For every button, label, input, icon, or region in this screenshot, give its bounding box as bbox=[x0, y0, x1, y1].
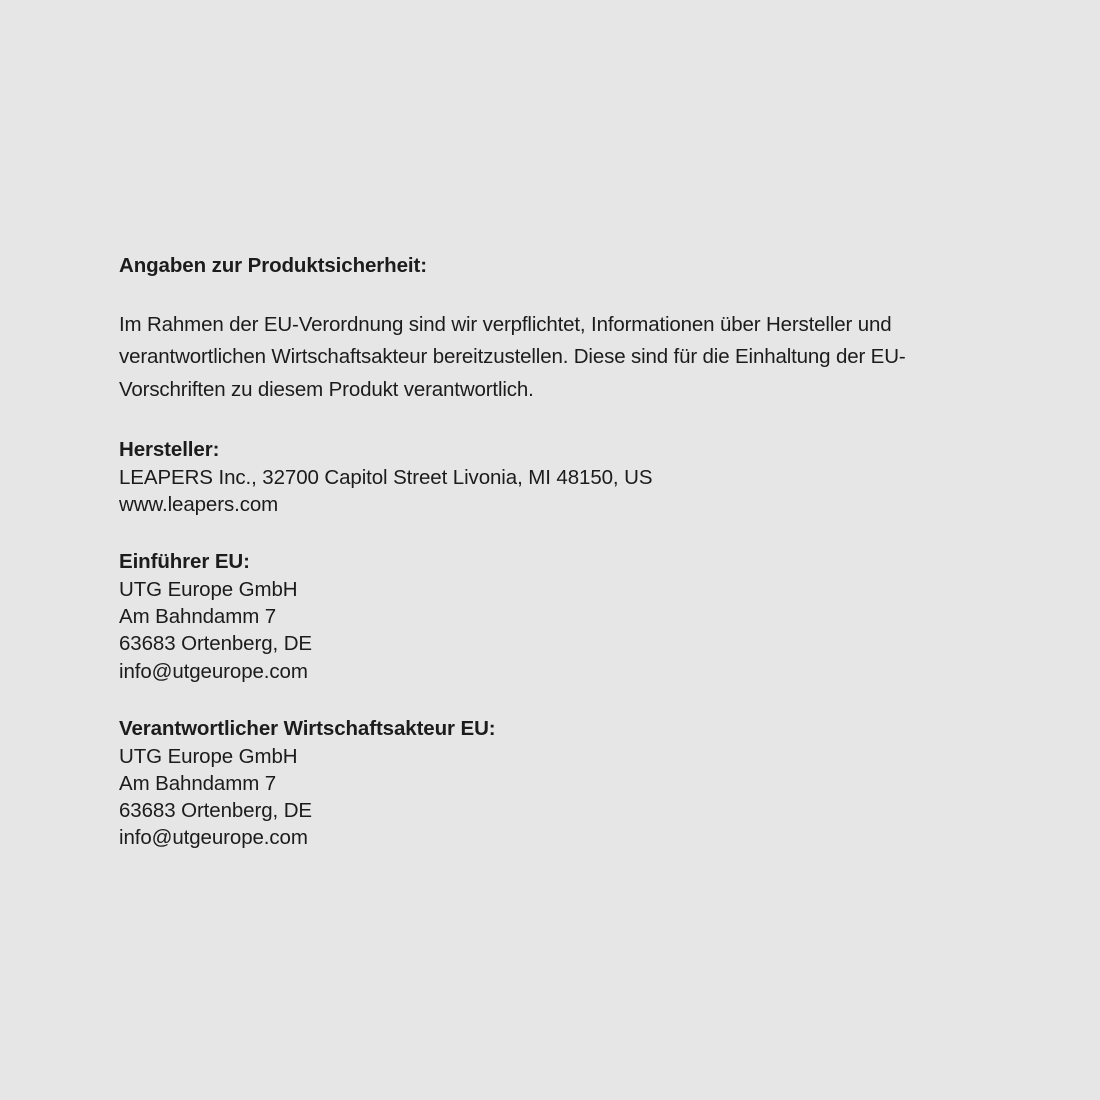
eu-responsible-person-city-line: 63683 Ortenberg, DE bbox=[119, 798, 312, 822]
manufacturer-website-line: www.leapers.com bbox=[119, 493, 279, 517]
intro-paragraph: Im Rahmen der EU-Verordnung sind wir verpflichtet, Informationen über Hersteller und verantwortlichen Wirtschaftsakteur bereitzustellen. Diese sind für die Einhaltung der EU-Vorschriften zu diesem Produkt verantwortlich. bbox=[119, 313, 906, 401]
eu-importer-company-line: UTG Europe GmbH bbox=[119, 578, 298, 602]
eu-importer-city-line: 63683 Ortenberg, DE bbox=[119, 632, 312, 656]
manufacturer-address-line: LEAPERS Inc., 32700 Capitol Street Livonia, MI 48150, US bbox=[119, 466, 653, 490]
eu-responsible-person-company-line: UTG Europe GmbH bbox=[119, 744, 298, 768]
eu-importer-block bbox=[119, 548, 999, 684]
manufacturer-heading: Hersteller: bbox=[119, 438, 220, 462]
eu-importer-email-line: info@utgeurope.com bbox=[119, 659, 308, 683]
section-title-block bbox=[119, 252, 999, 279]
eu-responsible-person-heading: Verantwortlicher Wirtschaftsakteur EU: bbox=[119, 716, 496, 740]
content-container bbox=[119, 252, 999, 851]
intro-block bbox=[119, 309, 999, 406]
eu-importer-heading: Einführer EU: bbox=[119, 550, 250, 574]
page-title: Angaben zur Produktsicherheit: bbox=[119, 254, 427, 277]
eu-responsible-person-block bbox=[119, 715, 999, 851]
eu-responsible-person-street-line: Am Bahndamm 7 bbox=[119, 771, 277, 795]
eu-importer-street-line: Am Bahndamm 7 bbox=[119, 605, 277, 629]
manufacturer-block bbox=[119, 436, 999, 518]
eu-responsible-person-email-line: info@utgeurope.com bbox=[119, 825, 308, 849]
